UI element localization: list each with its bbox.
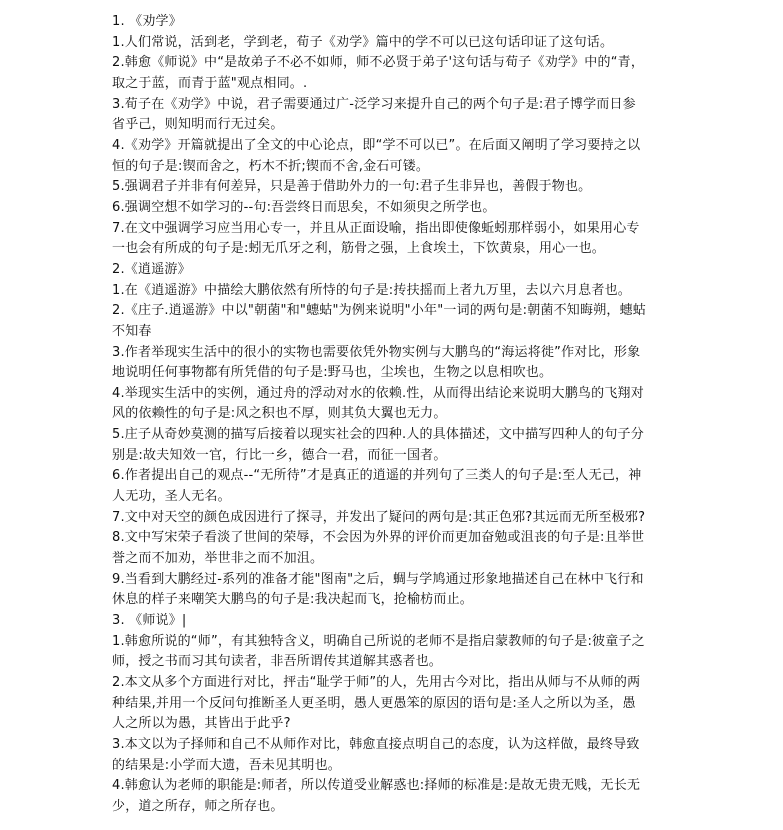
- paragraph-line: 4.韩愈认为老师的职能是:师者，所以传道受业解惑也:择师的标准是:是故无贵无贱，无长无: [112, 778, 641, 794]
- paragraph-line: 2.韩愈《师说》中“是故弟子不必不如师，师不必贤于弟子'这句话与荀子《劝学》中的“青，: [112, 55, 645, 71]
- paragraph-line: 7.文中对天空的颜色成因进行了探寻，并发出了疑问的两句是:其正色邪?其远而无所至极邪?: [112, 509, 646, 525]
- paragraph-line: 6.作者提出自己的观点--“无所待”才是真正的逍遥的并列句了三类人的句子是:至人无己，神: [112, 468, 642, 484]
- paragraph-line: 少，道之所存，师之所存也。: [112, 798, 284, 814]
- paragraph-line: 9.当看到大鹏经过-系列的准备才能"图南"之后，蜩与学鸠通过形象地描述自己在林中飞行和: [112, 571, 644, 587]
- paragraph-line: 师，授之书而习其句读者，非吾所谓传其道解其惑者也。: [112, 654, 443, 670]
- paragraph-line: 5.庄子从奇妙莫测的描写后接着以现实社会的四种.人的具体描述，文中描写四种人的句子分: [112, 427, 644, 443]
- paragraph-line: 取之于蓝，而青于蓝"观点相同。.: [112, 75, 308, 91]
- paragraph-line: 恒的句子是:锲而舍之，朽木不折;锲而不舍,金石可镂。: [112, 158, 430, 174]
- section-title: 3. 《师说》|: [112, 613, 187, 629]
- paragraph-line: 1.在《逍遥游》中描绘大鹏依然有所恃的句子是:抟扶摇而上者九万里，去以六月息者也。: [112, 282, 631, 298]
- paragraph-line: 2.《庄子.逍遥游》中以"朝菌"和"蟪蛄"为例来说明"小年"一词的两句是:朝菌不知晦朔，蟪蛄: [112, 303, 646, 319]
- paragraph-line: 1.韩愈所说的“师”，有其独特含义，明确自己所说的老师不是指启蒙教师的句子是:彼童子之: [112, 633, 645, 649]
- paragraph-line: 一也会有所成的句子是:蚓无爪牙之利，筋骨之强，上食埃土，下饮黄泉，用心一也。: [112, 241, 605, 257]
- paragraph-line: 7.在文中强调学习应当用心专一，并且从正面设喻，指出即使像蚯蚓那样弱小，如果用心专: [112, 220, 640, 236]
- paragraph-line: 别是:故夫知效一官，行比一乡，德合一君，而征一国者。: [112, 447, 447, 463]
- paragraph-line: 省乎己，则知明而行无过矣。: [112, 117, 284, 133]
- paragraph-line: 8.文中写宋荣子看淡了世间的荣辱，不会因为外界的评价而更加奋勉或沮丧的句子是:且举世: [112, 530, 645, 546]
- paragraph-line: 种结果,并用一个反问句推断圣人更圣明，愚人更愚笨的原因的语句是:圣人之所以为圣，愚: [112, 695, 636, 711]
- paragraph-line: 的结果是:小学而大遗，吾未见其明也。: [112, 757, 341, 773]
- paragraph-line: 地说明任何事物都有所凭借的句子是:野马也，尘埃也，生物之以息相吹也。: [112, 365, 553, 381]
- paragraph-line: 风的依赖性的句子是:风之积也不厚，则其负大翼也无力。: [112, 406, 447, 422]
- paragraph-line: 人无功，圣人无名。: [112, 489, 231, 505]
- paragraph-line: 2.本文从多个方面进行对比，抨击“耻学于师”的人，先用古今对比，指出从师与不从师的两: [112, 675, 641, 690]
- paragraph-line: 3.作者举现实生活中的很小的实物也需要依凭外物实例与大鹏鸟的“海运将徙”作对比，形象: [112, 344, 641, 360]
- paragraph-line: 3.本文以为子择师和自己不从师作对比，韩愈直接点明自己的态度，认为这样做，最终导致: [112, 736, 640, 752]
- paragraph-line: 4.举现实生活中的实例，通过舟的浮动对水的依赖.性，从而得出结论来说明大鹏鸟的飞翔对: [112, 385, 644, 401]
- paragraph-line: 3.荀子在《劝学》中说，君子需要通过广-泛学习来提升自己的两个句子是:君子博学而日参: [112, 96, 636, 112]
- paragraph-line: 不知春: [112, 323, 152, 339]
- paragraph-line: 6.强调空想不如学习的--句:吾尝终日而思矣，不如须臾之所学也。: [112, 199, 496, 215]
- paragraph-line: 4.《劝学》开篇就提出了全文的中心论点，即“学不可以已”。在后面又阐明了学习要持之以: [112, 137, 641, 153]
- paragraph-line: 人之所以为愚，其皆出于此乎?: [112, 716, 291, 732]
- section-title: 2.《逍遥游》: [112, 261, 191, 277]
- paragraph-line: 誉之而不加劝，举世非之而不加沮。: [112, 551, 324, 567]
- paragraph-line: 休息的样子来嘲笑大鹏鸟的句子是:我决起而飞，抢榆枋而止。: [112, 592, 473, 608]
- section-title: 1. 《劝学》: [112, 14, 182, 29]
- paragraph-line: 5.强调君子并非有何差异，只是善于借助外力的一句:君子生非异也，善假于物也。: [112, 179, 592, 195]
- document-body: [112, 12, 672, 818]
- paragraph-line: 1.人们常说，活到老，学到老，荀子《劝学》篇中的学不可以已这句话印证了这句话。: [112, 34, 614, 50]
